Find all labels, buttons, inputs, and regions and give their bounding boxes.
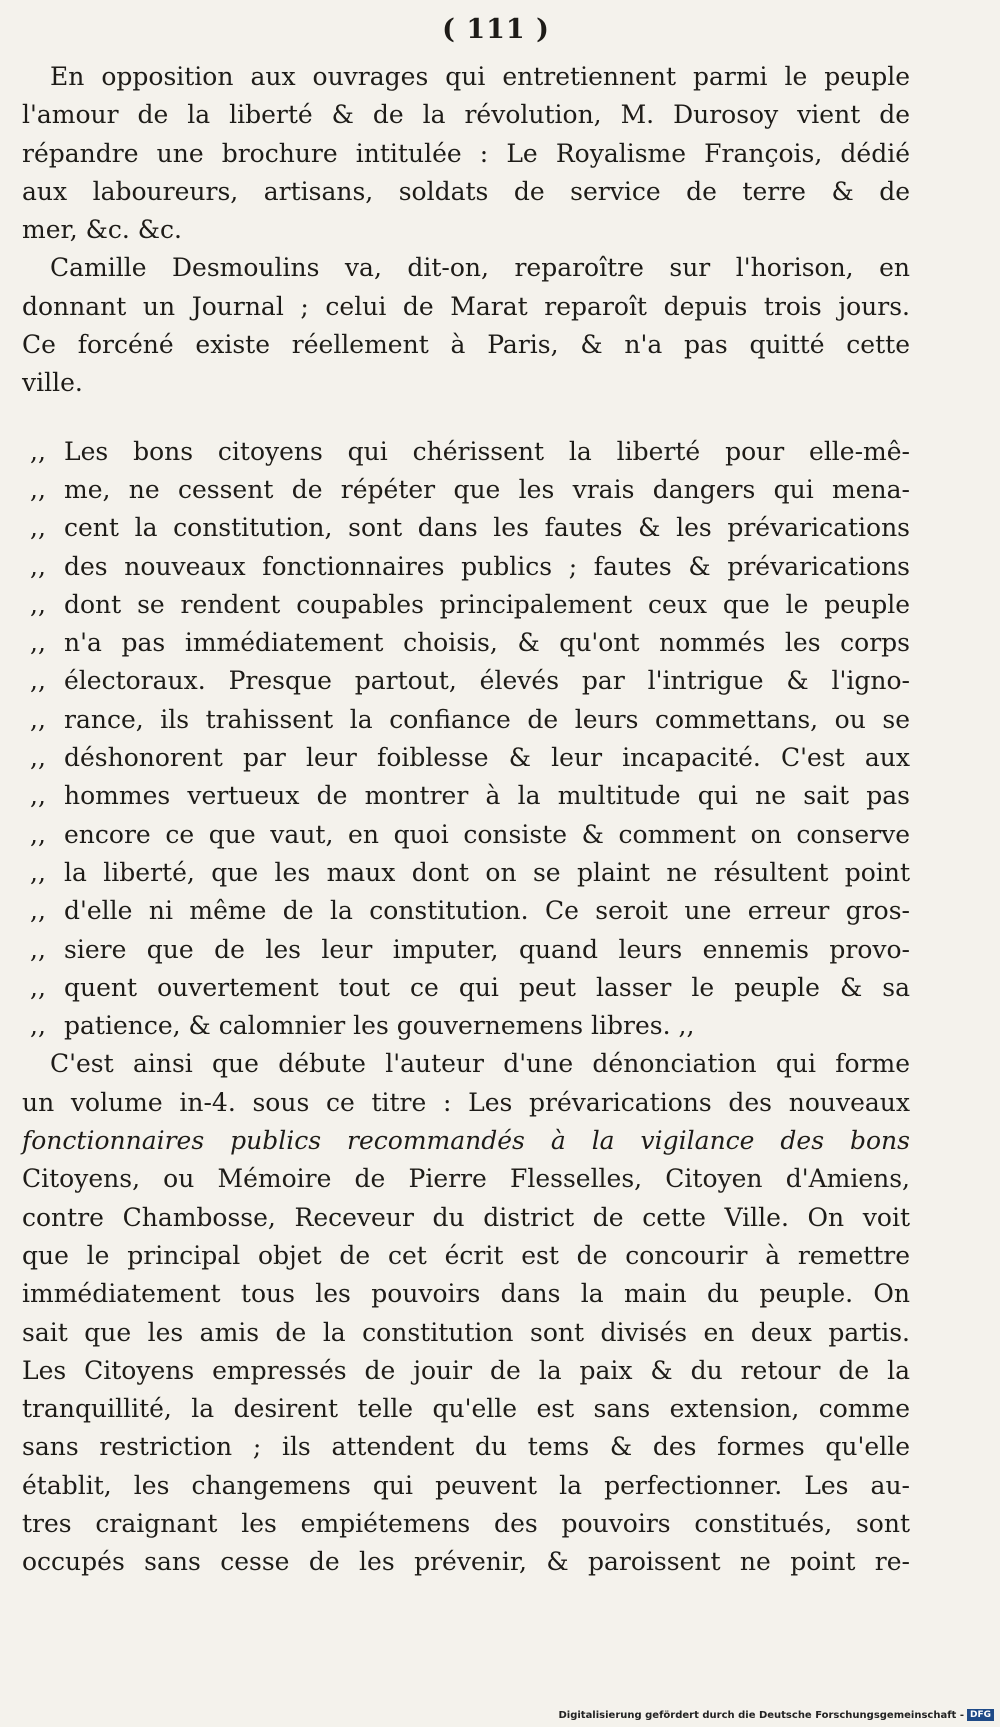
quote-text: encore ce que vaut, en quoi consiste & comment on conserve xyxy=(64,819,910,849)
quote-text: électoraux. Presque partout, élevés par l'intrigue & l'igno- xyxy=(64,666,910,696)
quote-text: me, ne cessent de répéter que les vrais dangers qui mena- xyxy=(64,474,910,504)
quote-mark: ,, xyxy=(30,934,46,964)
quote-text: patience, & calomnier les gouvernemens libres. ,, xyxy=(64,1011,695,1041)
quote-line xyxy=(22,471,910,509)
quote-line xyxy=(22,586,910,624)
quote-text: des nouveaux fonctionnaires publics ; fautes & prévarications xyxy=(64,551,910,581)
text-line: tres craignant les empiétemens des pouvoirs constitués, sont xyxy=(22,1508,910,1538)
paragraph-denonciation xyxy=(22,1045,910,1581)
paragraph-desmoulins xyxy=(22,249,910,402)
quote-mark: ,, xyxy=(30,781,46,811)
quote-mark: ,, xyxy=(30,743,46,773)
text-line: que le principal objet de cet écrit est de concourir à remettre xyxy=(22,1240,910,1270)
quote-text: n'a pas immédiatement choisis, & qu'ont nommés les corps xyxy=(64,628,910,658)
quote-text: cent la constitution, sont dans les fautes & les prévarications xyxy=(64,513,910,543)
quote-mark: ,, xyxy=(30,704,46,734)
paragraph-durosoy xyxy=(22,58,910,249)
quote-line xyxy=(22,931,910,969)
quote-line xyxy=(22,701,910,739)
text-line: C'est ainsi que débute l'auteur d'une dénonciation qui forme xyxy=(50,1049,910,1079)
text-line: sans restriction ; ils attendent du tems & des formes qu'elle xyxy=(22,1432,910,1462)
quote-line xyxy=(22,854,910,892)
quote-line xyxy=(22,739,910,777)
text-line: Camille Desmoulins va, dit-on, reparoître sur l'horison, en xyxy=(50,253,910,283)
quote-mark: ,, xyxy=(30,1011,46,1041)
quote-mark: ,, xyxy=(30,666,46,696)
quote-line xyxy=(22,777,910,815)
text-line: tranquillité, la desirent telle qu'elle est sans extension, comme xyxy=(22,1394,910,1424)
text-line: immédiatement tous les pouvoirs dans la main du peuple. On xyxy=(22,1279,910,1309)
quote-mark: ,, xyxy=(30,896,46,926)
dfg-logo: DFG xyxy=(967,1709,994,1721)
quote-line xyxy=(22,969,910,1007)
quote-line xyxy=(22,433,910,471)
text-line: Ce forcéné existe réellement à Paris, & n'a pas quitté cette xyxy=(22,330,910,360)
quote-mark: ,, xyxy=(30,589,46,619)
quote-line xyxy=(22,548,910,586)
quote-mark: ,, xyxy=(30,857,46,887)
text-line: occupés sans cesse de les prévenir, & paroissent ne point re- xyxy=(22,1547,910,1577)
quote-text: quent ouvertement tout ce qui peut lasser le peuple & sa xyxy=(64,972,910,1002)
digitization-credit xyxy=(558,1709,994,1721)
section-gap xyxy=(22,403,910,433)
quote-text: la liberté, que les maux dont on se plaint ne résultent point xyxy=(64,857,910,887)
text-line: fonctionnaires publics recommandés à la vigilance des bons xyxy=(22,1126,910,1156)
text-line: En opposition aux ouvrages qui entretiennent parmi le peuple xyxy=(50,62,910,91)
quote-text: hommes vertueux de montrer à la multitude qui ne sait pas xyxy=(64,781,910,811)
text-line: Les Citoyens empressés de jouir de la paix & du retour de la xyxy=(22,1355,910,1385)
quote-line xyxy=(22,892,910,930)
quote-text: rance, ils trahissent la confiance de leurs commettans, ou se xyxy=(64,704,910,734)
quote-text: d'elle ni même de la constitution. Ce seroit une erreur gros- xyxy=(64,896,910,926)
text-line: donnant un Journal ; celui de Marat reparoît depuis trois jours. xyxy=(22,291,910,321)
quote-mark: ,, xyxy=(30,513,46,543)
text-line: un volume in-4. sous ce titre : Les prévarications des nouveaux xyxy=(22,1087,910,1117)
text-line: l'amour de la liberté & de la révolution, M. Durosoy vient de xyxy=(22,100,910,130)
text-line: ville. xyxy=(22,368,83,398)
text-line: établit, les changemens qui peuvent la perfectionner. Les au- xyxy=(22,1470,910,1500)
quote-line xyxy=(22,624,910,662)
quoted-passage xyxy=(22,433,910,1046)
text-line: mer, &c. &c. xyxy=(22,215,182,245)
text-line: répandre une brochure intitulée : Le Royalisme François, dédié xyxy=(22,138,910,168)
text-line: Citoyens, ou Mémoire de Pierre Flesselles, Citoyen d'Amiens, xyxy=(22,1164,910,1194)
quote-text: siere que de les leur imputer, quand leurs ennemis provo- xyxy=(64,934,910,964)
text-line: contre Chambosse, Receveur du district de cette Ville. On voit xyxy=(22,1202,910,1232)
quote-text: dont se rendent coupables principalement ceux que le peuple xyxy=(64,589,910,619)
quote-text: Les bons citoyens qui chérissent la liberté pour elle-mê- xyxy=(64,436,910,466)
quote-mark: ,, xyxy=(30,819,46,849)
quote-mark: ,, xyxy=(30,972,46,1002)
quote-mark: ,, xyxy=(30,551,46,581)
text-line: sait que les amis de la constitution sont divisés en deux partis. xyxy=(22,1317,910,1347)
quote-line xyxy=(22,1007,910,1045)
quote-line xyxy=(22,816,910,854)
page-number: ( 111 ) xyxy=(442,14,550,45)
quote-mark: ,, xyxy=(30,474,46,504)
quote-text: déshonorent par leur foiblesse & leur incapacité. C'est aux xyxy=(64,743,910,773)
text-line: aux laboureurs, artisans, soldats de service de terre & de xyxy=(22,176,910,206)
credit-text: Digitalisierung gefördert durch die Deutsche Forschungsgemeinschaft - xyxy=(558,1709,964,1721)
quote-mark: ,, xyxy=(30,436,46,466)
quote-line xyxy=(22,662,910,700)
quote-line xyxy=(22,509,910,547)
quote-mark: ,, xyxy=(30,628,46,658)
